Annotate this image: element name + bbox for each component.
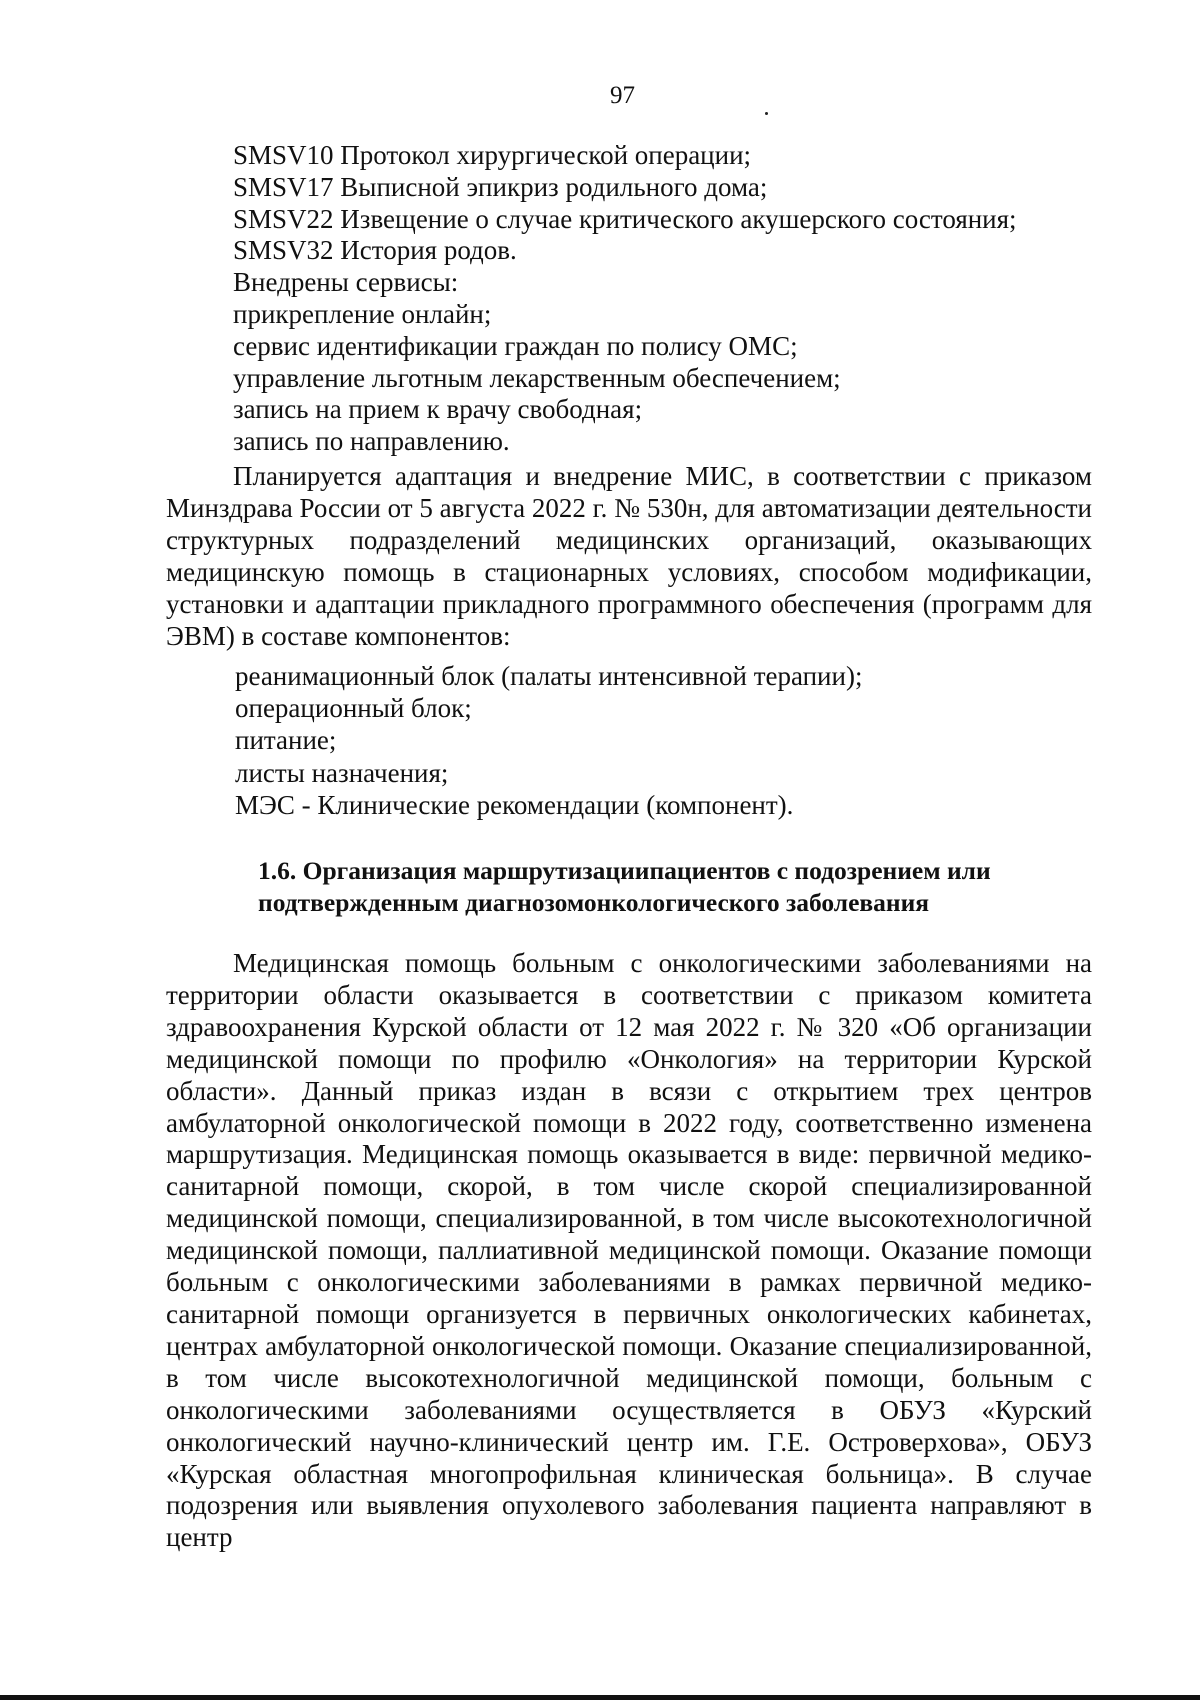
list-item: реанимационный блок (палаты интенсивной терапии); (235, 661, 863, 691)
list-item: сервис идентификации граждан по полису ОМС; (233, 330, 798, 361)
list-item: МЭС - Клинические рекомендации (компонент). (235, 789, 794, 820)
list-item: операционный блок; (235, 693, 472, 724)
scan-artifact-dot (765, 112, 768, 115)
list-item: прикрепление онлайн; (233, 298, 492, 329)
main-paragraph-text: Медицинская помощь больным с онкологическими заболеваниями на территории области оказывается в соответствии с приказом комитета здравоохранения Курской области от 12 мая 2022 г. № 320 «Об организации медицинской помощи по профилю «Онкология» на территории Курской области». Данный приказ издан в всязи с открытием трех центров амбулаторной онкологической помощи в 2022 году, соответственно изменена маршрутизация. Медицинская помощь оказывается в виде: первичной медико-санитарной помощи, скорой, в том числе скорой специализированной медицинской помощи, специализированной, в том числе высокотехнологичной медицинской помощи, паллиативной медицинской помощи. Оказание помощи больным с онкологическими заболеваниями в рамках первичной медико-санитарной помощи организуется в первичных онкологических кабинетах, центрах амбулаторной онкологической помощи. Оказание специализированной, в том числе высокотехнологичной медицинской помощи, больным с онкологическими заболеваниями осуществляется в ОБУЗ «Курский онкологический научно-клинический центр им. Г.Е. Островерхова», ОБУЗ «Курская областная многопрофильная клиническая больница». В случае подозрения или выявления опухолевого заболевания пациента направляют в центр (166, 948, 1092, 1553)
list-item: запись по направлению. (233, 426, 510, 457)
plan-paragraph (166, 460, 1092, 652)
smsv-document-list (233, 140, 1017, 458)
main-paragraph (166, 948, 1092, 1554)
section-heading-line: подтвержденным диагнозомонкологического заболевания (258, 888, 930, 917)
page-number: 97 (610, 82, 635, 109)
services-intro: Внедрены сервисы: (233, 267, 459, 298)
section-heading (258, 855, 991, 919)
plan-paragraph-text: Планируется адаптация и внедрение МИС, в соответствии с приказом Минздрава России от 5 августа 2022 г. № 530н, для автоматизации деятельности структурных подразделений медицинских организаций, оказывающих медицинскую помощь в стационарных условиях, способом модификации, установки и адаптации прикладного программного обеспечения (программ для ЭВМ) в составе компонентов: (166, 461, 1092, 651)
list-item: питание; (235, 725, 337, 756)
list-item: SMSV10 Протокол хирургической операции; (233, 140, 752, 170)
list-item: SMSV22 Извещение о случае критического акушерского состояния; (233, 203, 1017, 234)
section-heading-line: 1.6. Организация маршрутизациипациентов с подозрением или (258, 856, 991, 885)
list-item: управление льготным лекарственным обеспечением; (233, 362, 841, 393)
list-item: запись на прием к врачу свободная; (233, 394, 643, 425)
components-list (235, 660, 862, 821)
scan-bottom-edge (0, 1695, 1200, 1700)
list-item: SMSV17 Выписной эпикриз родильного дома; (233, 171, 768, 202)
list-item: SMSV32 История родов. (233, 235, 517, 266)
list-item: листы назначения; (235, 757, 449, 788)
